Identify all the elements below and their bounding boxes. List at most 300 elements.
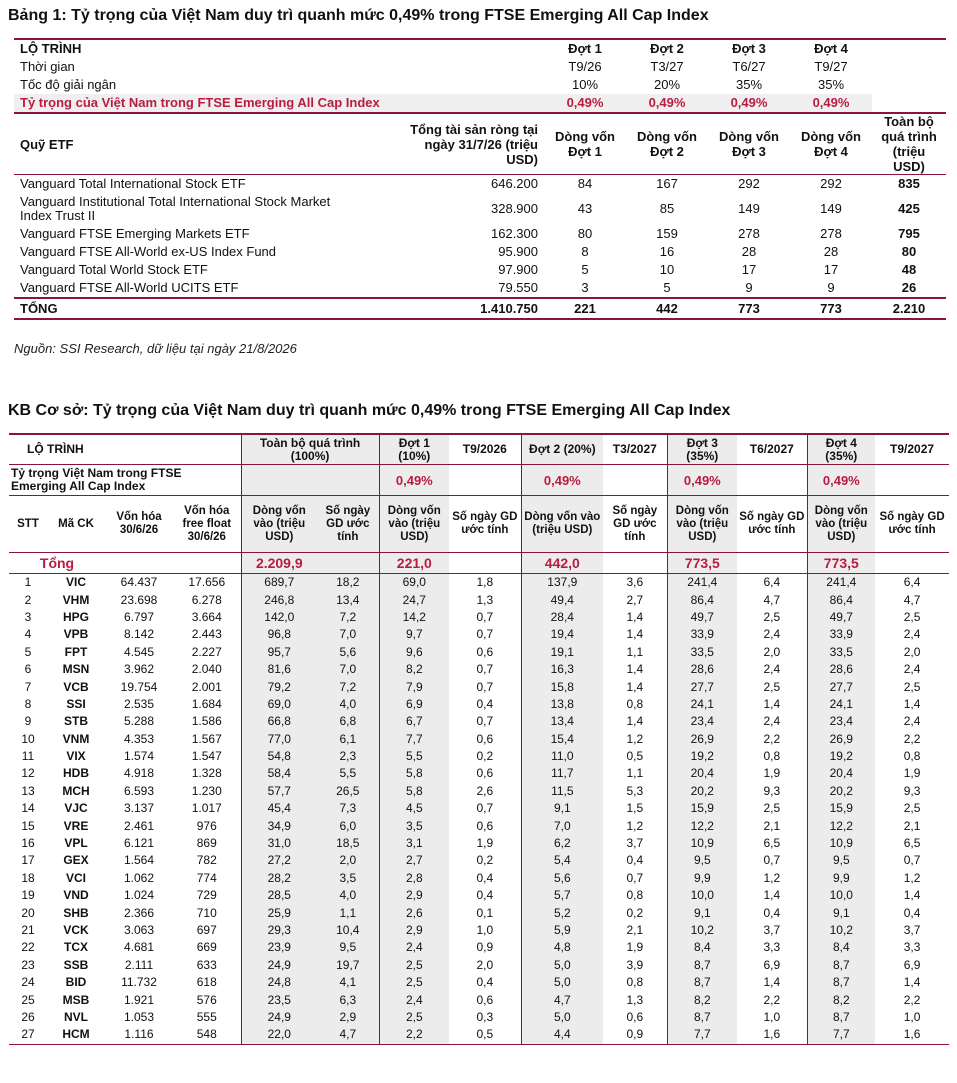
ticker-cell: SSI <box>66 696 86 711</box>
days2-cell: 0,5 <box>626 749 644 764</box>
ticker-cell: BID <box>65 975 87 990</box>
flow-total-cell: 57,7 <box>241 783 317 800</box>
flow1-cell: 2,5 <box>379 1009 449 1026</box>
table-row <box>9 1026 949 1044</box>
days2-cell: 1,4 <box>626 679 644 694</box>
flow2-cell: 6,2 <box>521 835 603 852</box>
phase1-header: Đợt 1 (10%) <box>379 434 449 465</box>
mcap-cell: 1.564 <box>123 853 155 868</box>
days1-cell: 2,0 <box>476 957 494 972</box>
stt-cell: 8 <box>24 696 32 711</box>
days3-cell: 6,5 <box>763 836 781 851</box>
ff-mcap-cell: 1.586 <box>191 714 222 729</box>
days3-cell: 6,4 <box>763 575 781 590</box>
time-label: Thời gian <box>20 59 75 74</box>
mcap-cell: 1.921 <box>123 992 155 1007</box>
sum-phase3: 773,5 <box>667 553 737 574</box>
flow2-cell: 137,9 <box>521 574 603 592</box>
flow3-cell: 33,9 <box>667 626 737 643</box>
days3-cell: 2,4 <box>763 662 781 677</box>
flow4-cell: 8,7 <box>807 957 875 974</box>
days4-cell: 2,5 <box>903 609 921 624</box>
flow4-cell: 10,0 <box>807 887 875 904</box>
flow3-header: Dòng vốn Đợt 3 <box>708 113 790 175</box>
etf-flow3: 278 <box>738 226 760 241</box>
table-row <box>9 939 949 956</box>
stt-cell: 9 <box>24 714 32 729</box>
table-row <box>9 609 949 626</box>
etf-flow1: 8 <box>581 244 589 259</box>
etf-flow2: 167 <box>656 176 678 191</box>
etf-flow4: 17 <box>823 262 839 277</box>
days1-cell: 1,8 <box>476 575 494 590</box>
flow3-cell: 10,9 <box>667 835 737 852</box>
sum-phase1: 221,0 <box>379 553 449 574</box>
days4-cell: 3,7 <box>903 923 921 937</box>
ff-mcap-cell: 6.278 <box>191 592 222 607</box>
days3-header: Số ngày GD ước tính <box>737 496 807 553</box>
etf-name: Vanguard FTSE All-World ex-US Index Fund <box>20 244 277 259</box>
total-header: Toàn bộ quá trình (triệu USD) <box>872 113 946 175</box>
days4-cell: 4,7 <box>903 592 921 607</box>
days2-cell: 0,8 <box>626 975 644 990</box>
weight-label: Tỷ trọng của Việt Nam trong FTSE Emerging All Cap Index <box>14 94 544 113</box>
flow-total-cell: 79,2 <box>241 678 317 695</box>
flow3-cell: 24,1 <box>667 696 737 713</box>
days3-cell: 2,1 <box>763 818 781 833</box>
table-row <box>9 870 949 887</box>
etf-flow2: 5 <box>663 280 671 295</box>
days1-cell: 0,7 <box>476 662 494 677</box>
flow1-cell: 2,7 <box>379 852 449 869</box>
ff-mcap-cell: 2.443 <box>191 627 222 642</box>
flow-total-cell: 24,8 <box>241 974 317 991</box>
stt-cell: 13 <box>21 783 35 798</box>
mcap-cell: 1.024 <box>123 888 155 903</box>
flow1-header: Dòng vốn Đợt 1 <box>544 113 626 175</box>
flow4-cell: 9,1 <box>807 904 875 921</box>
table-row <box>9 574 949 592</box>
days4-cell: 6,5 <box>903 836 921 851</box>
days4-cell: 0,4 <box>903 905 921 920</box>
flow1-cell: 3,1 <box>379 835 449 852</box>
flow3-cell: 20,4 <box>667 765 737 782</box>
mcap-cell: 23.698 <box>120 592 158 607</box>
table2-title: KB Cơ sở: Tỷ trọng của Việt Nam duy trì quanh mức 0,49% trong FTSE Emerging All Cap Index <box>8 402 731 419</box>
days2-cell: 3,6 <box>626 575 644 590</box>
days2-cell: 3,7 <box>626 836 644 851</box>
flow1-cell: 5,5 <box>379 748 449 765</box>
flow-total-cell: 23,5 <box>241 991 317 1008</box>
sum-phase4: 773,5 <box>807 553 875 574</box>
flow4-header: Dòng vốn vào (triệu USD) <box>807 496 875 553</box>
ticker-cell: HPG <box>62 609 89 624</box>
flow4-cell: 33,5 <box>807 644 875 661</box>
phase4-header: Đợt 4 (35%) <box>807 434 875 465</box>
days-total-header: Số ngày GD ước tính <box>317 496 379 553</box>
stt-cell: 2 <box>24 592 32 607</box>
flow-total-cell: 95,7 <box>241 644 317 661</box>
phase1-date: T9/2026 <box>449 434 521 465</box>
flow4-cell: 10,9 <box>807 835 875 852</box>
etf-flow3: 149 <box>738 201 760 216</box>
days2-cell: 2,1 <box>626 923 644 937</box>
flow2-cell: 13,8 <box>521 696 603 713</box>
ticker-cell: SHB <box>63 905 89 920</box>
flow2-cell: 19,4 <box>521 626 603 643</box>
total-row <box>14 298 946 319</box>
flow3-cell: 86,4 <box>667 591 737 608</box>
days4-cell: 2,4 <box>903 627 921 642</box>
flow-total-cell: 246,8 <box>241 591 317 608</box>
days2-cell: 1,2 <box>626 731 644 746</box>
days2-cell: 0,7 <box>626 870 644 885</box>
etf-assets: 162.300 <box>491 226 538 241</box>
days4-cell: 1,2 <box>903 870 921 885</box>
flow1-cell: 2,9 <box>379 922 449 939</box>
days4-cell: 2,2 <box>903 992 921 1007</box>
flow4-cell: 8,2 <box>807 991 875 1008</box>
phase3-header: Đợt 3 (35%) <box>667 434 737 465</box>
etf-total: 835 <box>898 176 920 191</box>
table-row <box>9 731 949 748</box>
weight-row <box>9 465 949 496</box>
days3-cell: 2,0 <box>763 644 781 659</box>
table-row <box>9 748 949 765</box>
ticker-cell: VNM <box>62 731 90 746</box>
etf-name: Vanguard Institutional Total International Stock Market Index Trust II <box>20 194 331 223</box>
source-note: Nguồn: SSI Research, dữ liệu tại ngày 21/8/2026 <box>14 341 297 356</box>
flow1-cell: 69,0 <box>379 574 449 592</box>
etf-assets: 328.900 <box>491 201 538 216</box>
table-row <box>9 817 949 834</box>
etf-flow3: 9 <box>745 280 753 295</box>
days1-cell: 0,3 <box>476 1009 494 1024</box>
days2-cell: 1,4 <box>626 662 644 677</box>
flow2-cell: 5,4 <box>521 852 603 869</box>
etf-flow1: 3 <box>581 280 589 295</box>
mcap-cell: 2.366 <box>123 905 155 920</box>
phase2-header: Đợt 2 (20%) <box>521 434 603 465</box>
phase3-weight: 0,49% <box>667 465 737 496</box>
table-row <box>9 783 949 800</box>
days3-cell: 6,9 <box>763 957 781 972</box>
ff-mcap-cell: 1.684 <box>191 696 222 711</box>
flow1-cell: 7,9 <box>379 678 449 695</box>
flow2-cell: 16,3 <box>521 661 603 678</box>
flow4-cell: 33,9 <box>807 626 875 643</box>
days3-cell: 1,0 <box>763 1009 781 1024</box>
etf-flow1: 5 <box>581 262 589 277</box>
mcap-cell: 19.754 <box>120 679 158 694</box>
days3-cell: 3,7 <box>763 923 781 937</box>
days3-cell: 1,6 <box>737 1026 807 1044</box>
etf-header-row <box>14 113 946 175</box>
roadmap-label: LỘ TRÌNH <box>14 39 404 58</box>
flow1-cell: 24,7 <box>379 591 449 608</box>
flow2-header: Dòng vốn Đợt 2 <box>626 113 708 175</box>
days-total-cell: 6,0 <box>317 817 379 834</box>
flow3-cell: 10,0 <box>667 887 737 904</box>
days-total-cell: 4,0 <box>317 696 379 713</box>
etf-row <box>14 193 946 225</box>
days3-cell: 0,4 <box>763 905 781 920</box>
flow1-cell: 9,6 <box>379 644 449 661</box>
flow3-cell: 10,2 <box>667 922 737 939</box>
flow1-cell: 2,4 <box>379 991 449 1008</box>
mcap-cell: 4.681 <box>123 940 155 955</box>
ticker-cell: VND <box>63 888 89 903</box>
etf-name: Vanguard Total World Stock ETF <box>20 262 208 277</box>
flow4-cell: 15,9 <box>807 800 875 817</box>
ff-mcap-cell: 1.567 <box>191 731 222 746</box>
etf-flow1: 80 <box>577 226 593 241</box>
mcap-cell: 4.918 <box>123 766 155 781</box>
days3-cell: 2,5 <box>763 801 781 816</box>
days4-cell: 6,9 <box>903 957 921 972</box>
days3-cell: 2,4 <box>763 627 781 642</box>
flow1-cell: 7,7 <box>379 731 449 748</box>
days2-cell: 1,5 <box>626 801 644 816</box>
flow-total-cell: 25,9 <box>241 904 317 921</box>
flow4-cell: 27,7 <box>807 678 875 695</box>
ticker-cell: VCK <box>63 923 89 937</box>
days1-cell: 0,6 <box>476 644 494 659</box>
flow-total-cell: 689,7 <box>241 574 317 592</box>
ff-mcap-cell: 2.040 <box>191 662 222 677</box>
flow4-cell: 86,4 <box>807 591 875 608</box>
table-row <box>9 678 949 695</box>
flow-total-cell: 34,9 <box>241 817 317 834</box>
flow-total-cell: 27,2 <box>241 852 317 869</box>
flow1-cell: 2,4 <box>379 939 449 956</box>
flow3-cell: 9,5 <box>667 852 737 869</box>
phase-header-row <box>9 434 949 465</box>
table-row <box>9 696 949 713</box>
flow3-cell: 49,7 <box>667 609 737 626</box>
flow1-cell: 2,9 <box>379 887 449 904</box>
etf-name: Vanguard Total International Stock ETF <box>20 176 246 191</box>
ff-mcap-header: Vốn hóa free float 30/6/26 <box>173 496 241 553</box>
stt-cell: 15 <box>21 818 35 833</box>
ticker-cell: SSB <box>63 957 89 972</box>
days4-cell: 0,7 <box>903 853 921 868</box>
ff-mcap-cell: 669 <box>196 940 217 955</box>
days-total-cell: 6,3 <box>317 991 379 1008</box>
days2-cell: 5,3 <box>626 783 644 798</box>
days-total-cell: 6,8 <box>317 713 379 730</box>
days1-cell: 0,2 <box>476 749 494 764</box>
flow4-cell: 8,7 <box>807 974 875 991</box>
flow3-cell: 15,9 <box>667 800 737 817</box>
flow3-cell: 28,6 <box>667 661 737 678</box>
total-flow4: 773 <box>790 298 872 319</box>
mcap-header: Vốn hóa 30/6/26 <box>105 496 173 553</box>
days-total-cell: 18,5 <box>317 835 379 852</box>
mcap-cell: 1.053 <box>123 1009 155 1024</box>
ticker-cell: STB <box>64 714 88 729</box>
flow2-cell: 19,1 <box>521 644 603 661</box>
mcap-cell: 1.574 <box>123 749 155 764</box>
days4-cell: 2,0 <box>903 644 921 659</box>
days1-cell: 0,7 <box>476 609 494 624</box>
stt-cell: 7 <box>24 679 32 694</box>
days-total-cell: 2,9 <box>317 1009 379 1026</box>
days4-cell: 1,6 <box>875 1026 949 1044</box>
etf-assets: 95.900 <box>498 244 538 259</box>
stt-cell: 27 <box>9 1026 47 1044</box>
total-all: 2.210 <box>872 298 946 319</box>
days-total-cell: 7,3 <box>317 800 379 817</box>
flow1-cell: 5,8 <box>379 783 449 800</box>
days1-cell: 0,6 <box>476 731 494 746</box>
etf-name: Vanguard FTSE All-World UCITS ETF <box>20 280 239 295</box>
days4-cell: 2,2 <box>903 731 921 746</box>
etf-row <box>14 261 946 279</box>
weight-value: 0,49% <box>626 94 708 113</box>
ff-mcap-cell: 1.547 <box>191 749 222 764</box>
days3-cell: 2,4 <box>763 714 781 729</box>
flow1-cell: 2,5 <box>379 974 449 991</box>
days4-cell: 2,5 <box>903 679 921 694</box>
speed-value: 20% <box>653 77 681 92</box>
days-total-cell: 5,6 <box>317 644 379 661</box>
days2-cell: 2,7 <box>626 592 644 607</box>
days2-cell: 0,9 <box>603 1026 667 1044</box>
flow2-cell: 15,4 <box>521 731 603 748</box>
flow2-cell: 5,7 <box>521 887 603 904</box>
flow4-cell: 28,6 <box>807 661 875 678</box>
flow3-cell: 33,5 <box>667 644 737 661</box>
weight-value: 0,49% <box>708 94 790 113</box>
days2-cell: 0,4 <box>626 853 644 868</box>
stt-cell: 6 <box>24 662 32 677</box>
days-total-cell: 7,2 <box>317 678 379 695</box>
ff-mcap-cell: 1.328 <box>191 766 222 781</box>
flow1-cell: 2,6 <box>379 904 449 921</box>
total-flow1: 221 <box>544 298 626 319</box>
flow2-cell: 5,6 <box>521 870 603 887</box>
stt-cell: 4 <box>24 627 32 642</box>
weight-value: 0,49% <box>790 94 872 113</box>
etf-total: 80 <box>901 244 917 259</box>
table-row <box>9 644 949 661</box>
table-row <box>9 974 949 991</box>
roadmap-header-row <box>14 39 946 58</box>
days1-cell: 0,4 <box>476 888 494 903</box>
ticker-cell: VJC <box>64 801 88 816</box>
flow4-cell: 23,4 <box>807 713 875 730</box>
phase2-weight: 0,49% <box>521 465 603 496</box>
flow-total-cell: 81,6 <box>241 661 317 678</box>
days4-cell: 1,4 <box>903 975 921 990</box>
ff-mcap-cell: 548 <box>173 1026 241 1044</box>
flow2-cell: 11,5 <box>521 783 603 800</box>
assets-header: Tổng tài sản ròng tại ngày 31/7/26 (triệu USD) <box>404 113 544 175</box>
table-row <box>9 1009 949 1026</box>
mcap-cell: 3.137 <box>123 801 155 816</box>
table-row <box>9 626 949 643</box>
flow3-cell: 9,9 <box>667 870 737 887</box>
flow4-cell: 10,2 <box>807 922 875 939</box>
stt-cell: 3 <box>24 609 32 624</box>
flow1-cell: 4,5 <box>379 800 449 817</box>
stt-cell: 25 <box>21 992 35 1007</box>
etf-flow4: 28 <box>823 244 839 259</box>
flow4-cell: 20,2 <box>807 783 875 800</box>
days1-cell: 0,2 <box>476 853 494 868</box>
ticker-cell: VIC <box>65 575 86 590</box>
flow2-cell: 4,8 <box>521 939 603 956</box>
phase4-weight: 0,49% <box>807 465 875 496</box>
total-label: TỔNG <box>14 298 404 319</box>
flow2-cell: 9,1 <box>521 800 603 817</box>
flow-total-cell: 31,0 <box>241 835 317 852</box>
days4-cell: 1,9 <box>903 766 921 781</box>
days2-cell: 1,9 <box>626 940 644 955</box>
days2-cell: 0,6 <box>626 1009 644 1024</box>
days1-header: Số ngày GD ước tính <box>449 496 521 553</box>
mcap-cell: 6.121 <box>123 836 155 851</box>
mcap-cell: 3.962 <box>123 662 155 677</box>
days-total-cell: 7,2 <box>317 609 379 626</box>
days-total-cell: 10,4 <box>317 922 379 939</box>
days2-cell: 1,4 <box>626 714 644 729</box>
mcap-cell: 11.732 <box>121 975 157 990</box>
sum-phase2: 442,0 <box>521 553 603 574</box>
whole-process-header: Toàn bộ quá trình (100%) <box>241 434 379 465</box>
etf-total: 26 <box>901 280 917 295</box>
total-flow2: 442 <box>626 298 708 319</box>
etf-flow2: 10 <box>659 262 675 277</box>
time-value: T9/26 <box>568 59 602 74</box>
days2-cell: 1,1 <box>626 766 644 781</box>
days1-cell: 1,9 <box>476 836 494 851</box>
days-total-cell: 4,7 <box>317 1026 379 1044</box>
days1-cell: 0,7 <box>476 801 494 816</box>
days3-cell: 2,5 <box>763 679 781 694</box>
etf-total: 795 <box>898 226 920 241</box>
table-row <box>9 991 949 1008</box>
days-total-cell: 4,0 <box>317 887 379 904</box>
total-assets: 1.410.750 <box>404 298 544 319</box>
flow-total-cell: 29,3 <box>241 922 317 939</box>
ff-mcap-cell: 2.227 <box>191 644 222 659</box>
flow3-cell: 8,2 <box>667 991 737 1008</box>
table-row <box>9 713 949 730</box>
table-row <box>9 904 949 921</box>
speed-value: 35% <box>735 77 763 92</box>
mcap-cell: 4.545 <box>123 644 155 659</box>
ticker-cell: FPT <box>64 644 88 659</box>
sum-label: Tổng <box>9 553 105 574</box>
flow4-cell: 9,9 <box>807 870 875 887</box>
flow2-cell: 11,0 <box>521 748 603 765</box>
days3-cell: 0,8 <box>763 749 781 764</box>
days3-cell: 0,7 <box>763 853 781 868</box>
days-total-cell: 7,0 <box>317 661 379 678</box>
days1-cell: 0,6 <box>476 766 494 781</box>
stock-flow-table <box>9 433 949 1045</box>
flow-total-cell: 24,9 <box>241 957 317 974</box>
phase-label: Đợt 4 <box>790 39 872 58</box>
flow-total-header: Dòng vốn vào (triệu USD) <box>241 496 317 553</box>
stt-cell: 19 <box>21 888 35 903</box>
days4-cell: 6,4 <box>903 575 921 590</box>
ticker-cell: VHM <box>62 592 90 607</box>
days2-cell: 1,4 <box>626 627 644 642</box>
flow2-cell: 49,4 <box>521 591 603 608</box>
